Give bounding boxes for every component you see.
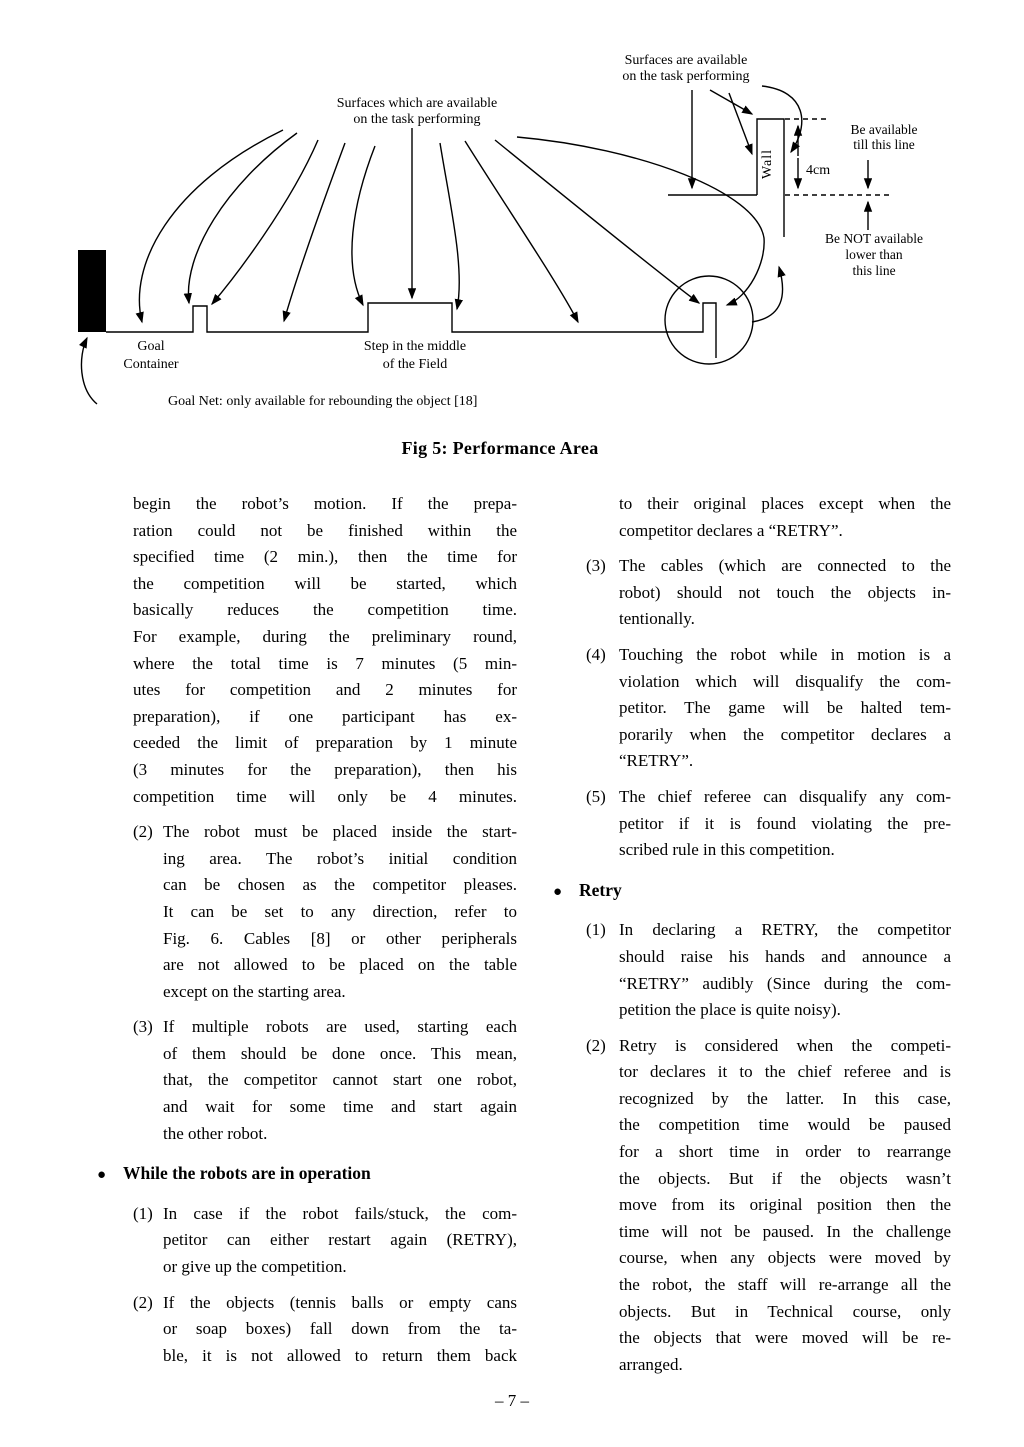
item-text: The cables (which are connected to the robot) should not touch the objects in- tentionally. [619,556,951,629]
surfaces-right-label-line2: on the task performing [622,69,750,84]
operation-item-2 [97,1290,517,1370]
paragraph-continuation: begin the robot’s motion. If the prepa- ration could not be finished within the specified time (2 min.), then the time for the competition will be started, which basically reduces the competition time. For example, during the preliminary round, where the total time is 7 minutes (5 min- utes for competition and 2 minutes for preparation), if one participant has ex- ceeded the limit of preparation by 1 minute (3 minutes for the preparation), then his competition time will only be 4 minutes. [133,494,517,806]
figure-caption: Fig 5: Performance Area [401,438,599,458]
list-item-3 [553,553,951,633]
step-label-line2: of the Field [382,357,448,372]
section-heading-operation [97,1160,517,1189]
goal-container-label-line1: Goal [137,339,165,354]
not-available-label-line1: Be NOT available [825,231,923,246]
item-text: If the objects (tennis balls or empty cans or soap boxes) fall down from the ta- ble, it is not allowed to return them back [163,1292,517,1365]
wall-detail [668,86,893,237]
not-available-label-line2: lower than [845,247,903,262]
left-column [97,491,517,1369]
operation-item-1 [97,1201,517,1281]
wall-label: Wall [760,148,775,180]
available-label-line1: Be available [850,122,918,137]
item-number: (2) [133,822,153,842]
available-label-line2: till this line [853,137,915,152]
item-text: In case if the robot fails/stuck, the com- petitor can either restart again (RETRY), or give up the competition. [163,1203,517,1277]
right-column [553,491,951,1378]
item-text: The chief referee can disqualify any com- petitor if it is found violating the pre- scribed rule in this competition. [619,786,951,860]
item-text: In declaring a RETRY, the competitor should raise his hands and announce a “RETRY” audibly (Since during the com- petition the place is quite noisy). [619,920,951,1020]
item-number: (3) [133,1017,153,1037]
goal-net-block [78,250,106,332]
paragraph-continuation: to their original places except when the competitor declares a “RETRY”. [619,494,951,540]
not-available-label-line3: this line [852,263,896,278]
item-text: The robot must be placed inside the start- ing area. The robot’s initial condition can be chosen as the competitor pleases. It can be set to any direction, refer to Fig. 6. Cables [8] or other peripherals are not allowed to be placed on the table except on the starting area. [163,822,517,1001]
list-item-2 [97,819,517,1005]
heading-text: Retry [579,879,622,900]
bullet-icon: ● [97,1167,107,1184]
list-item-3 [97,1014,517,1147]
detail-circle [665,276,753,364]
bullet-icon: ● [553,883,563,900]
surfaces-left-label-line2: on the task performing [353,112,481,127]
item-number: (1) [133,1203,153,1223]
item-number: (2) [133,1292,153,1312]
surfaces-right-label-line1: Surfaces are available [624,53,748,68]
item-text: Retry is considered when the competi- tor declares it to the chief referee and is recognized by the latter. In this case, the competition time would be paused for a short time in order to rearrange the objects. But if the objects wasn’t move from its original position then the time will not be paused. In the challenge course, when any objects were moved by the robot, the staff will re-arrange all the objects. But in Technical course, only the objects that were moved will be re- arranged. [619,1035,951,1374]
list-item-5 [553,784,951,864]
item-number: (2) [586,1035,606,1055]
retry-item-1 [553,917,951,1023]
figure-drawing [0,0,1024,432]
retry-item-2 [553,1033,951,1379]
dimension-label: 4cm [806,163,831,178]
item-text: Touching the robot while in motion is a violation which will disqualify the com- petitor. The game will be halted tem- porarily when the competitor declares a “RETRY”. [619,644,951,771]
item-text: If multiple robots are used, starting each of them should be done once. This mean, that, the competitor cannot start one robot, and wait for some time and start again the other robot. [163,1017,517,1143]
item-number: (1) [586,920,606,940]
goal-container-label-line2: Container [123,357,179,372]
heading-text: While the robots are in operation [123,1163,371,1184]
surface-arrows [139,128,764,322]
section-heading-retry [553,877,951,906]
list-item-4 [553,642,951,775]
item-number: (4) [586,644,606,664]
surfaces-left-label-line1: Surfaces which are available [336,96,498,111]
page-number: – 7 – [495,1391,529,1410]
step-label-line1: Step in the middle [363,339,467,354]
goal-net-arrow [81,338,97,404]
goal-net-label: Goal Net: only available for rebounding the object [18] [168,394,478,409]
detail-pointer-arrow [752,267,783,322]
item-number: (5) [586,786,606,806]
item-number: (3) [586,556,606,576]
figure-performance-area [0,0,1024,432]
